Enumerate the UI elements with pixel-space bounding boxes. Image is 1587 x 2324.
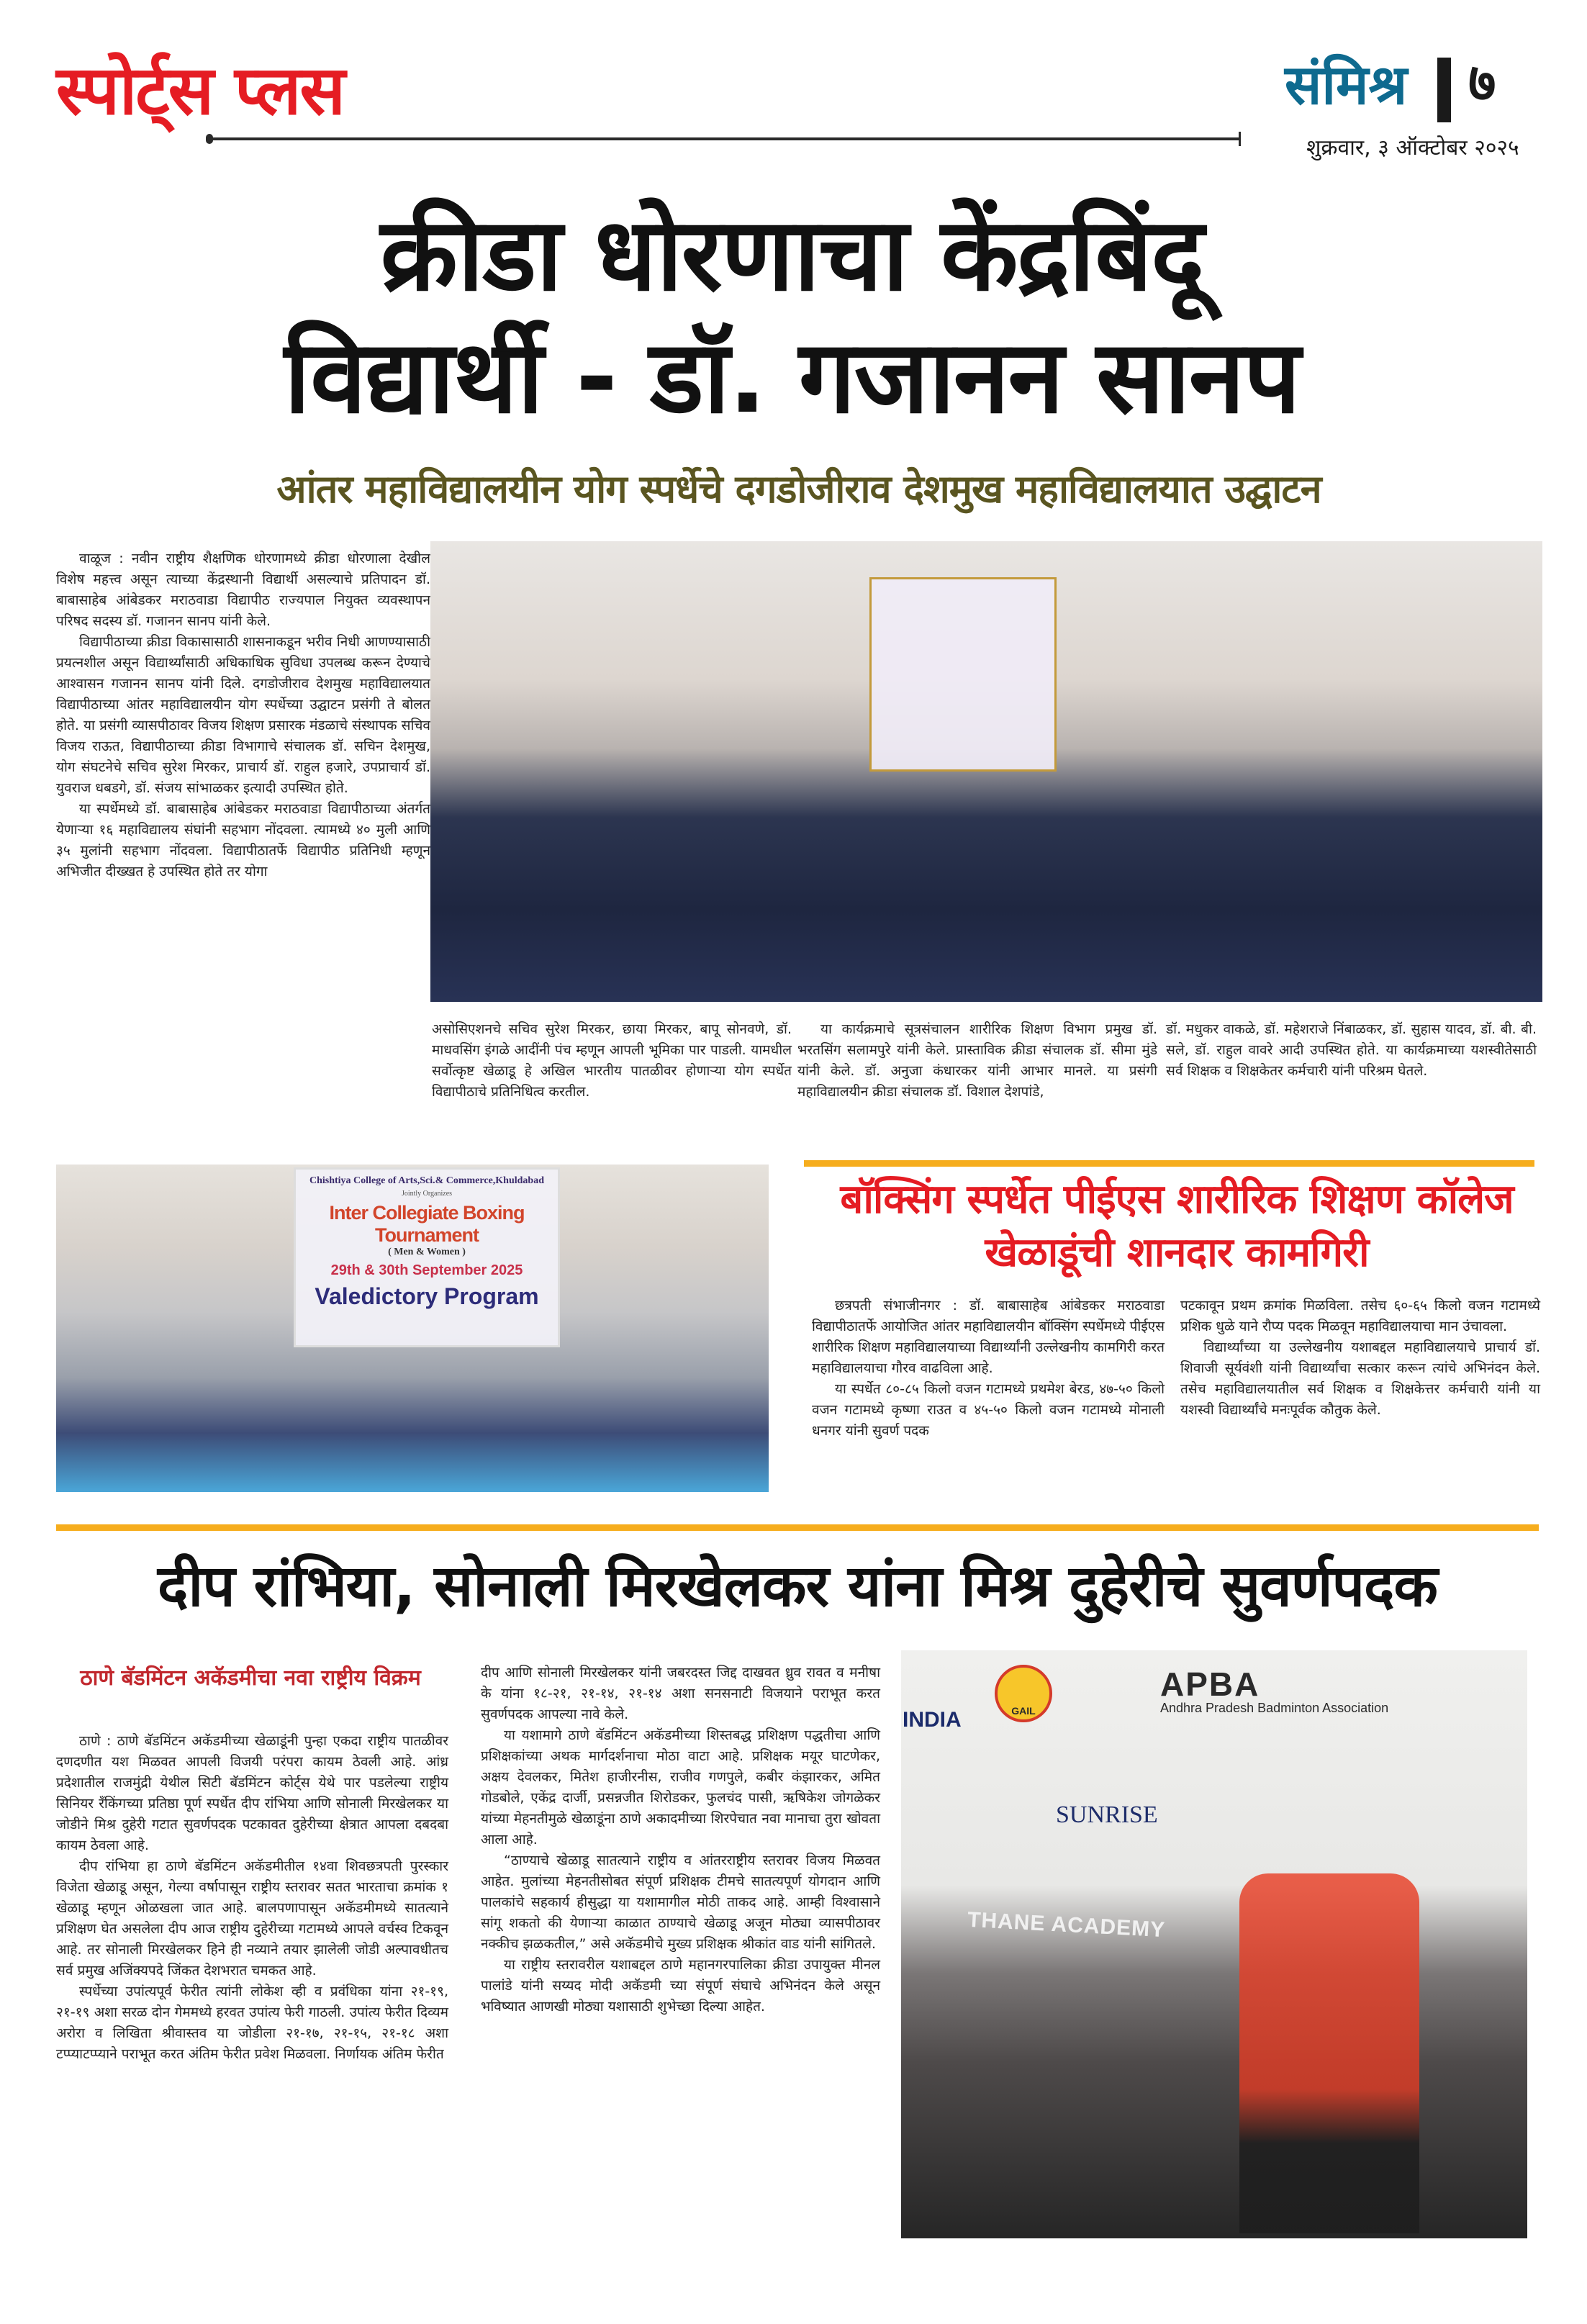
paragraph: विद्यापीठाच्या क्रीडा विकासासाठी शासनाकडून भरीव निधी आणण्यासाठी प्रयत्नशील असून विद्यार्थ्यांसाठी अधिकाधिक सुविधा उपलब्ध करून देण्याचे आश्वासन गजानन सानप यांनी दिले. दगडोजीराव देशमुख महाविद्यालयात विद्यापीठाच्या आंतर महाविद्यालयीन योग स्पर्धेच्या उद्घाटन प्रसंगी ते बोलत होते. या प्रसंगी व्यासपीठावर विजय शिक्षण प्रसारक मंडळाचे संस्थापक सचिव विजय राऊत, विद्यापीठाच्या क्रीडा विभागाचे संचालक डॉ. सचिन देशमुख, योग संघटनेचे सचिव सुरेश मिरकर, प्राचार्य डॉ. राहुल हजारे, उपप्राचार्य डॉ. युवराज धबडगे, डॉ. संजय सांभाळकर इत्यादी उपस्थित होते. <box>56 634 430 796</box>
paragraph: वाळूज : नवीन राष्ट्रीय शैक्षणिक धोरणामध्ये क्रीडा धोरणाला देखील विशेष महत्त्व असून त्याच्या केंद्रस्थानी विद्यार्थी असल्याचे प्रतिपादन डॉ. बाबासाहेब आंबेडकर मराठवाडा विद्यापीठ राज्यपाल नियुक्त व्यवस्थापन परिषद सदस्य डॉ. गजानन सानप यांनी केले. <box>56 551 430 629</box>
paragraph: असोसिएशनचे सचिव सुरेश मिरकर, छाया मिरकर, बापू सोनवणे, डॉ. माधवसिंग इंगळे आदींनी पंच म्हणून आपली भूमिका पार पाडली. यामधील सर्वोत्कृष्ट खेळाडू हे अखिल भारतीय पातळीवर होणाऱ्या योग स्पर्धेत विद्यापीठाचे प्रतिनिधित्व करतील. <box>432 1021 792 1100</box>
sponsor-apba: APBA <box>1160 1665 1260 1703</box>
paragraph: दीप रांभिया हा ठाणे बॅडमिंटन अकॅडमीतील १४वा शिवछत्रपती पुरस्कार विजेता खेळाडू असून, गेल्या वर्षापासून राष्ट्रीय स्तरावर सतत भारताचा क्रमांक १ खेळाडू म्हणून ओळखला जात आहे. बालपणापासून अकॅडमीमध्ये सातत्याने प्रशिक्षण घेत असलेला दीप आज राष्ट्रीय दुहेरीच्या गटामध्ये आपले वर्चस्व टिकवून आहे. तर सोनाली मिरखेलकर हिने ही नव्याने तयार झालेली जोडी अल्पावधीतच सर्व प्रमुख अजिंक्यपदे जिंकत देशभरात चमकत आहे. <box>56 1858 448 1979</box>
paragraph: या राष्ट्रीय स्तरावरील यशाबद्दल ठाणे महानगरपालिका क्रीडा उपायुक्त मीनल पालांडे यांनी सय्यद मोदी अकॅडमी च्या संपूर्ण संघाचे अभिनंदन केले असून भविष्यात आणखी मोठ्या यशासाठी शुभेच्छा दिल्या आहेत. <box>481 1957 880 2015</box>
boxing-column-2 <box>1180 1296 1540 1421</box>
paragraph: ठाणे : ठाणे बॅडमिंटन अकॅडमीच्या खेळाडूंनी पुन्हा एकदा राष्ट्रीय पातळीवर दणदणीत यश मिळवत आपली विजयी परंपरा कायम ठेवली आहे. आंध्र प्रदेशातील राजमुंद्री येथील सिटी बॅडमिंटन कोर्ट्स येथे पार पडलेल्या राष्ट्रीय सिनियर रँकिंगच्या प्रतिष्ठा पूर्ण स्पर्धेत दीप रांभिया आणि सोनाली मिरखेलकर या जोडीने मिश्र दुहेरी गटात सुवर्णपदक पटकावत दुहेरीच्या क्षेत्रात आपला दबदबा कायम ठेवला आहे. <box>56 1733 448 1853</box>
paragraph: विद्यार्थ्यांच्या या उल्लेखनीय यशाबद्दल महाविद्यालयाचे प्राचार्य डॉ. शिवाजी सूर्यवंशी यांनी विद्यार्थ्यांचा सत्कार करून त्यांचे अभिनंदन केले. तसेच महाविद्यालयातील सर्व शिक्षक व शिक्षकेत्तर कर्मचारी यांनी या यशस्वी विद्यार्थ्यांचे मनःपूर्वक कौतुक केले. <box>1180 1339 1540 1418</box>
masthead-rule <box>210 137 1239 140</box>
lead-headline-line-2: विद्यार्थी - डॉ. गजानन सानप <box>284 319 1300 436</box>
paragraph: पटकावून प्रथम क्रमांक मिळविला. तसेच ६०-६५ किलो वजन गटामध्ये प्रशिक धुळे याने रौप्य पदक मिळवून महाविद्यालयाचा मान उंचावला. <box>1180 1298 1540 1334</box>
lead-story-column-4 <box>1166 1019 1537 1082</box>
paragraph: “ठाण्याचे खेळाडू सातत्याने राष्ट्रीय व आंतरराष्ट्रीय स्तरावर विजय मिळवत आहेत. मुलांच्या मेहनतीसोबत संपूर्ण प्रशिक्षक टीमचे सातत्यपूर्ण योगदान आणि पालकांचे सहकार्य हीसुद्धा या यशामागील मोठी ताकद आहे. आम्ही विश्वासाने सांगू शकतो की येणाऱ्या काळात ठाण्याचे खेळाडू अजून मोठ्या व्यासपीठावर नक्कीच झळकतील,” असे अकॅडमीचे मुख्य प्रशिक्षक श्रीकांत वाड यांनी सांगितले. <box>481 1853 880 1952</box>
lead-story-column-2 <box>432 1019 792 1103</box>
paragraph: दीप आणि सोनाली मिरखेलकर यांनी जबरदस्त जिद्द दाखवत ध्रुव रावत व मनीषा के यांना १८-२१, २१-१४, २१-१४ अशा सनसनाटी विजयाने पराभूत करत सुवर्णपदक आपल्या नावे केले. <box>481 1665 880 1722</box>
banner-program: Valedictory Program <box>315 1283 539 1309</box>
sponsor-india: INDIA <box>903 1708 962 1732</box>
banner-title: Inter Collegiate Boxing Tournament <box>329 1202 525 1246</box>
badminton-winners-photo <box>901 1650 1527 2238</box>
section-title: संमिश्र <box>1285 53 1408 117</box>
publication-brand: स्पोर्ट्स प्लस <box>56 52 344 130</box>
dateline: शुक्रवार, ३ ऑक्टोबर २०२५ <box>1306 135 1519 160</box>
badminton-kicker: ठाणे बॅडमिंटन अकॅडमीचा नवा राष्ट्रीय विक्रम <box>80 1665 421 1691</box>
boxing-group-photo <box>56 1165 769 1492</box>
shirt-print: THANE ACADEMY <box>967 1907 1166 1943</box>
lead-story-column-3 <box>797 1019 1157 1103</box>
boxing-column-1 <box>812 1296 1165 1442</box>
section-divider <box>1437 58 1451 122</box>
paragraph: या स्पर्धेत ८०-८५ किलो वजन गटामध्ये प्रथमेश बेरड, ४७-५० किलो वजन गटामध्ये कृष्णा राउत व ४५-५० किलो वजन गटामध्ये मोनाली धनगर यांनी सुवर्ण पदक <box>812 1381 1165 1439</box>
sponsor-sunrise: SUNRISE <box>1056 1801 1158 1828</box>
lead-headline <box>108 194 1475 439</box>
section-rule <box>804 1160 1534 1167</box>
boxing-headline: बॉक्सिंग स्पर्धेत पीईएस शारीरिक शिक्षण कॉलेज खेळाडूंची शानदार कामगिरी <box>840 1176 1514 1276</box>
banner-subtitle: ( Men & Women ) <box>388 1247 466 1257</box>
tournament-banner <box>294 1167 560 1347</box>
badminton-column-2 <box>481 1663 880 2017</box>
badminton-headline: दीप रांभिया, सोनाली मिरखेलकर यांना मिश्र दुहेरीचे सुवर्णपदक <box>158 1552 1437 1619</box>
paragraph: छत्रपती संभाजीनगर : डॉ. बाबासाहेब आंबेडकर मराठवाडा विद्यापीठातर्फे आयोजित आंतर महाविद्यालयीन बॉक्सिंग स्पर्धेमध्ये पीईएस शारीरिक शिक्षण महाविद्यालयाच्या विद्यार्थ्यांनी उल्लेखनीय कामगिरी करत महाविद्यालयाचा गौरव वाढविला आहे. <box>812 1298 1165 1376</box>
paragraph: या स्पर्धेमध्ये डॉ. बाबासाहेब आंबेडकर मराठवाडा विद्यापीठाच्या अंतर्गत येणाऱ्या १६ महाविद्यालय संघांनी सहभाग नोंदवला. त्यामध्ये ४० मुली आणि ३५ मुलांनी सहभाग नोंदवला. विद्यापीठातर्फे विद्यापीठ प्रतिनिधी म्हणून अभिजीत दीख्खत हे उपस्थित होते तर योगा <box>56 801 430 880</box>
photo-banner <box>869 577 1057 772</box>
lead-subheadline: आंतर महाविद्यालयीन योग स्पर्धेचे दगडोजीराव देशमुख महाविद्यालयात उद्घाटन <box>276 466 1321 512</box>
paragraph: या कार्यक्रमाचे सूत्रसंचालन शारीरिक शिक्षण विभाग प्रमुख डॉ. भरतसिंग सलामपुरे यांनी केले. प्रास्ताविक क्रीडा संचालक डॉ. सीमा मुंडे यांनी केले. डॉ. अनुजा कंधारकर यांनी आभार मानले. या प्रसंगी महाविद्यालयीन क्रीडा संचालक डॉ. विशाल देशपांडे, <box>797 1021 1157 1100</box>
banner-org-line: Jointly Organizes <box>401 1190 453 1198</box>
sponsor-apba-sub: Andhra Pradesh Badminton Association <box>1160 1701 1389 1715</box>
lead-story-column-1 <box>56 548 430 882</box>
paragraph: या यशामागे ठाणे बॅडमिंटन अकॅडमीच्या शिस्तबद्ध प्रशिक्षण पद्धतीचा आणि प्रशिक्षकांच्या अथक मार्गदर्शनाचा मोठा वाटा आहे. प्रशिक्षक मयूर घाटणेकर, अक्षय देवलकर, मितेश हाजीरनीस, राजीव गणपुले, कबीर कंझारकर, अमित गोडबोले, एकेंद्र दार्जी, प्रसन्नजीत शिरोडकर, फुलचंद पासी, ऋषिकेश जोगळेकर यांच्या मेहनतीमुळे खेळाडूंना ठाणे अकादमीच्या शिरपेचात नवा मानाचा तुरा खोवता आला आहे. <box>481 1727 880 1848</box>
section-rule <box>56 1524 1539 1531</box>
page-number: ७ <box>1468 52 1496 114</box>
sponsor-gail: GAIL <box>995 1665 1052 1722</box>
lead-headline-line-1: क्रीडा धोरणाचा केंद्रबिंदू <box>380 196 1203 314</box>
badminton-column-1 <box>56 1731 448 2065</box>
yoga-group-photo <box>430 541 1542 1002</box>
paragraph: स्पर्धेच्या उपांत्यपूर्व फेरीत त्यांनी लोकेश व्ही व प्रवंधिका यांना २१-१९, २१-१९ अशा सरळ दोन गेममध्ये हरवत उपांत्य फेरी गाठली. उपांत्य फेरीत दिव्यम अरोरा व लिखिता श्रीवास्तव या जोडीला २१-१७, २१-१५, २१-१८ अशा टप्प्याटप्प्याने पराभूत करत अंतिम फेरीत प्रवेश मिळवला. निर्णायक अंतिम फेरीत <box>56 1984 448 2062</box>
banner-college: Chishtiya College of Arts,Sci.& Commerce,Khuldabad <box>309 1175 544 1186</box>
paragraph: डॉ. मधुकर वाकळे, डॉ. महेशराजे निंबाळकर, डॉ. सुहास यादव, डॉ. बी. बी. सले, डॉ. राहुल वावरे आदी उपस्थित होते. या कार्यक्रमाच्या यशस्वीतेसाठी सर्व शिक्षक व शिक्षकेतर कर्मचारी यांनी परिश्रम घेतले. <box>1166 1021 1537 1079</box>
banner-dates: 29th & 30th September 2025 <box>330 1262 523 1278</box>
